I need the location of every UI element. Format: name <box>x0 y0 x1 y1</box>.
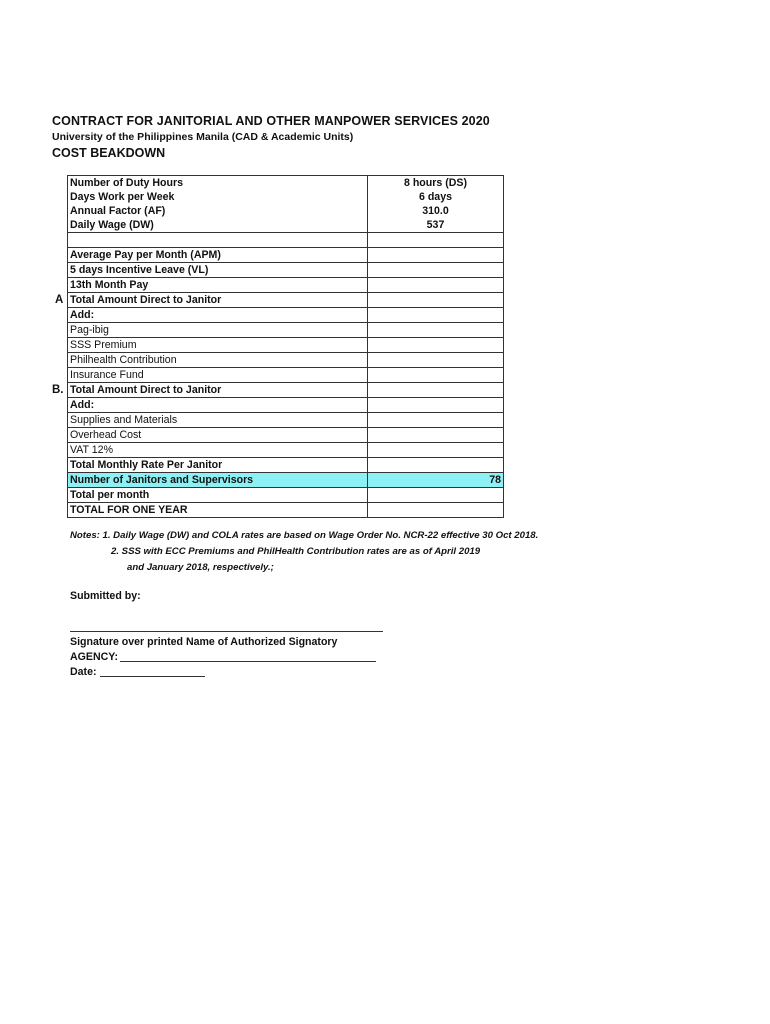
table-row <box>68 176 504 191</box>
philhealth-value <box>368 353 504 368</box>
table-row <box>68 263 504 278</box>
table-row <box>68 338 504 353</box>
total-b-label: Total Amount Direct to Janitor <box>70 384 222 396</box>
janitors-label: Number of Janitors and Supervisors <box>68 473 368 488</box>
agency-blank-line <box>120 661 376 662</box>
vat-value <box>368 443 504 458</box>
table-row <box>68 413 504 428</box>
supplies-value <box>368 413 504 428</box>
table-row <box>68 308 504 323</box>
daily-wage-value: 537 <box>368 218 504 233</box>
monthly-rate-value <box>368 458 504 473</box>
blank-cell <box>368 233 504 248</box>
annual-factor-value: 310.0 <box>368 204 504 218</box>
add-label: Add: <box>68 398 368 413</box>
add-label: Add: <box>68 308 368 323</box>
note-line-1: Notes: 1. Daily Wage (DW) and COLA rates are based on Wage Order No. NCR-22 effective 30 Oct 2018. <box>70 530 539 541</box>
table-row <box>68 368 504 383</box>
date-label: Date: <box>70 666 97 678</box>
per-month-label: Total per month <box>68 488 368 503</box>
sss-value <box>368 338 504 353</box>
table-row <box>68 190 504 204</box>
cost-breakdown-table <box>52 175 504 518</box>
add-value <box>368 398 504 413</box>
incentive-leave-label: 5 days Incentive Leave (VL) <box>68 263 368 278</box>
days-per-week-value: 6 days <box>368 190 504 204</box>
overhead-label: Overhead Cost <box>68 428 368 443</box>
insurance-label: Insurance Fund <box>68 368 368 383</box>
table-row <box>68 488 504 503</box>
daily-wage-label: Daily Wage (DW) <box>68 218 368 233</box>
apm-value <box>368 248 504 263</box>
month13-label: 13th Month Pay <box>68 278 368 293</box>
table-row <box>68 233 504 248</box>
month13-value <box>368 278 504 293</box>
table-row <box>68 323 504 338</box>
table-row <box>68 353 504 368</box>
pagibig-value <box>368 323 504 338</box>
sss-label: SSS Premium <box>68 338 368 353</box>
agency-field <box>70 651 376 663</box>
table-row <box>68 503 504 518</box>
table-row <box>68 278 504 293</box>
date-field <box>70 666 205 678</box>
total-b-value <box>368 383 504 398</box>
table-row <box>68 458 504 473</box>
one-year-value <box>368 503 504 518</box>
note-line-3: and January 2018, respectively.; <box>127 562 274 573</box>
signature-label: Signature over printed Name of Authorized Signatory <box>70 636 338 648</box>
duty-hours-label: Number of Duty Hours <box>68 176 368 191</box>
table-row <box>68 428 504 443</box>
section-marker-b: B. <box>52 384 64 396</box>
agency-label: AGENCY: <box>70 651 119 663</box>
submitted-by-label: Submitted by: <box>70 590 141 602</box>
monthly-rate-label: Total Monthly Rate Per Janitor <box>68 458 368 473</box>
vat-label: VAT 12% <box>68 443 368 458</box>
per-month-value <box>368 488 504 503</box>
table-row <box>68 398 504 413</box>
table-row <box>68 248 504 263</box>
blank-cell <box>68 233 368 248</box>
add-value <box>368 308 504 323</box>
table-row <box>68 293 504 308</box>
note-line-2: 2. SSS with ECC Premiums and PhilHealth Contribution rates are as of April 2019 <box>111 546 481 557</box>
janitors-value: 78 <box>368 473 504 488</box>
table-row <box>68 204 504 218</box>
insurance-value <box>368 368 504 383</box>
notes-block <box>70 528 538 576</box>
supplies-label: Supplies and Materials <box>68 413 368 428</box>
date-blank-line <box>100 676 205 677</box>
pagibig-label: Pag-ibig <box>68 323 368 338</box>
table-row <box>68 443 504 458</box>
annual-factor-label: Annual Factor (AF) <box>68 204 368 218</box>
table-row-highlighted <box>68 473 504 488</box>
signature-line <box>70 631 383 632</box>
overhead-value <box>368 428 504 443</box>
one-year-label: TOTAL FOR ONE YEAR <box>68 503 368 518</box>
section-heading: COST BEAKDOWN <box>52 146 166 160</box>
incentive-leave-value <box>368 263 504 278</box>
duty-hours-value: 8 hours (DS) <box>368 176 504 191</box>
table-row <box>68 218 504 233</box>
total-a-value <box>368 293 504 308</box>
days-per-week-label: Days Work per Week <box>68 190 368 204</box>
apm-label: Average Pay per Month (APM) <box>68 248 368 263</box>
document-title: CONTRACT FOR JANITORIAL AND OTHER MANPOWER SERVICES 2020 <box>52 114 490 128</box>
total-a-label: Total Amount Direct to Janitor <box>70 294 222 306</box>
table-row <box>68 383 504 398</box>
section-marker-a: A <box>55 294 64 306</box>
philhealth-label: Philhealth Contribution <box>68 353 368 368</box>
document-subtitle: University of the Philippines Manila (CAD & Academic Units) <box>52 131 354 143</box>
